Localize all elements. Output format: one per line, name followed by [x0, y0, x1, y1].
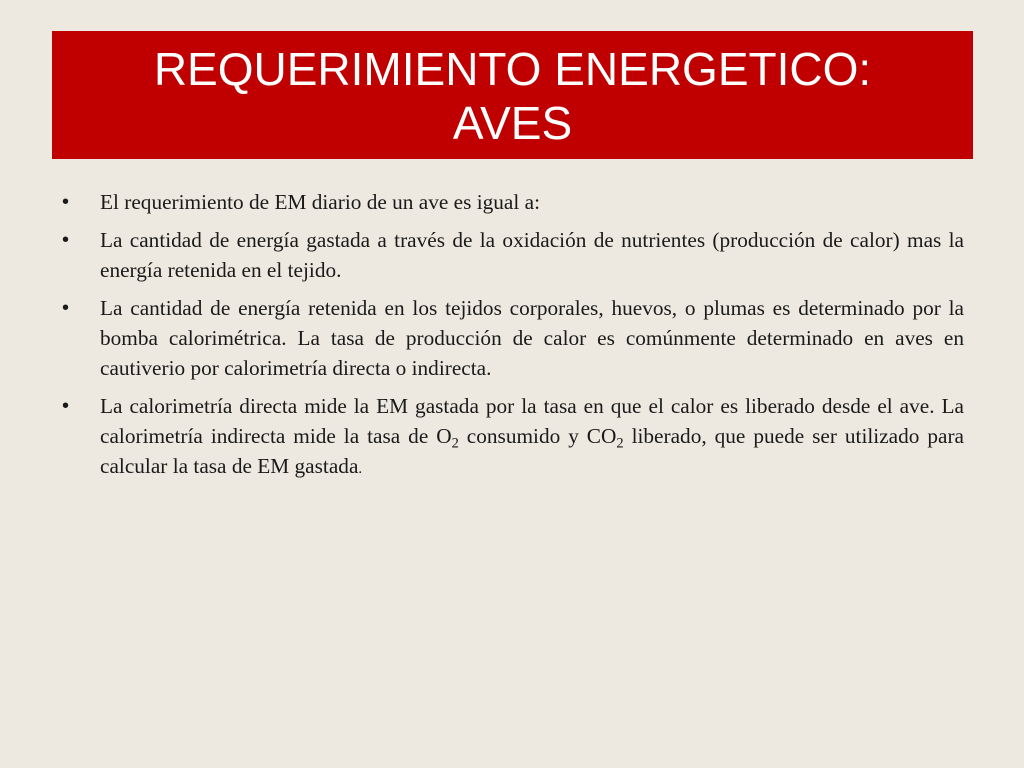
end-period: .: [358, 461, 363, 477]
bullet-icon: •: [62, 229, 70, 251]
bullet-text-2: La cantidad de energía gastada a través de la oxidación de nutrientes (producción de calor) mas la energía retenida en el tejido.: [100, 228, 964, 282]
bullet-text-3: La cantidad de energía retenida en los tejidos corporales, huevos, o plumas es determinado por la bomba calorimétrica. La tasa de producción de calor es comúnmente determinado en aves en cautiverio por calorimetría directa o indirecta.: [100, 296, 964, 380]
bullet-text-4: [100, 391, 964, 484]
bullet-item-1: [62, 187, 964, 217]
bullet-icon: •: [62, 191, 70, 213]
bullet-text-4-part-1: La calorimetría directa mide la EM gastada por la tasa en que el calor es liberado desde el ave. La calorimetría indirecta mide la tasa de O: [100, 394, 964, 448]
bullet-item-3: [62, 293, 964, 383]
oxygen-subscript: 2: [451, 435, 459, 452]
bullet-text-1: El requerimiento de EM diario de un ave es igual a:: [100, 190, 540, 214]
bullet-item-4: [62, 391, 964, 484]
bullet-item-2: [62, 225, 964, 285]
bullet-text-4-part-2: consumido y CO: [458, 424, 617, 448]
bullet-icon: •: [62, 297, 70, 319]
slide-title-line-1: REQUERIMIENTO ENERGETICO:: [153, 43, 872, 95]
bullet-text-4-part-3: liberado, que puede ser utilizado para calcular la tasa de EM gastada: [100, 424, 964, 478]
slide-title-line-2: AVES: [452, 97, 573, 149]
title-banner: [52, 31, 973, 159]
bullet-list: [62, 187, 964, 484]
slide-body: [62, 187, 964, 492]
bullet-icon: •: [62, 395, 70, 417]
co2-subscript: 2: [616, 435, 624, 452]
